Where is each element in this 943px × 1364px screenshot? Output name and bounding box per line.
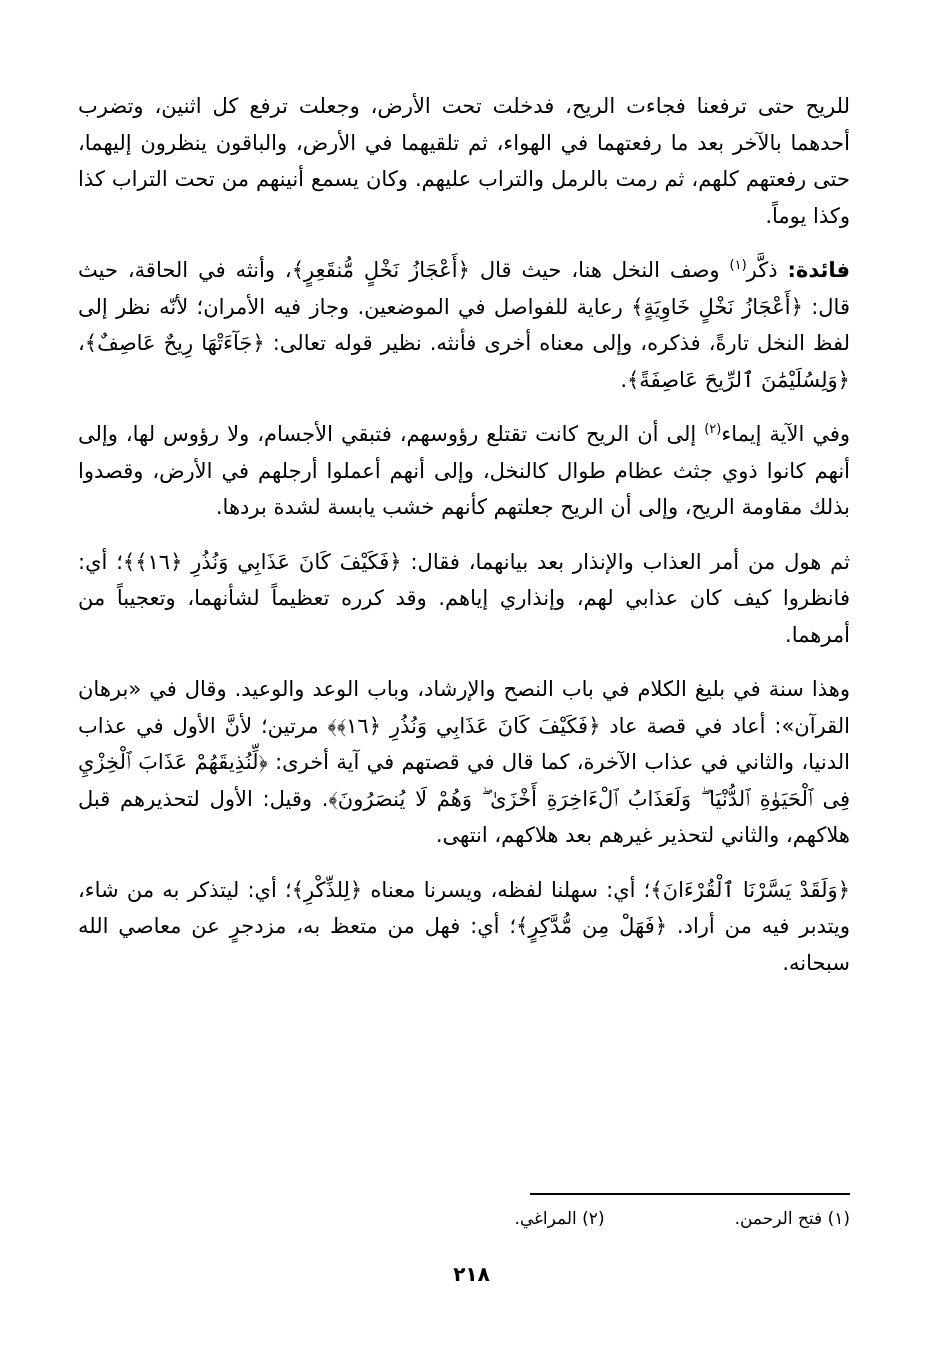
page-number: ٢١٨: [453, 1262, 490, 1286]
benefit-label: فائدة:: [787, 258, 850, 282]
paragraph-5: وهذا سنة في بليغ الكلام في باب النصح والإرشاد، وباب الوعد والوعيد. وقال في «برهان القرآن»: أعاد في قصة عاد ﴿فَكَيْفَ كَانَ عَذَابِي وَنُذُرِ ﴿١٦﴾﴾ مرتين؛ لأنَّ الأول في عذاب الدنيا، والثاني في عذاب الآخرة، كما قال في قصتهم في آية أخرى: ﴿لِّنُذِيقَهُمْ عَذَابَ ٱلْخِزْيِ فِى ٱلْحَيَوٰةِ ٱلدُّنْيَا ۖ وَلَعَذَابُ ٱلْءَاخِرَةِ أَخْزَىٰ ۖ وَهُمْ لَا يُنصَرُونَ﴾. وقيل: الأول لتحذيرهم قبل هلاكهم، والثاني لتحذير غيرهم بعد هلاكهم، انتهى.: [78, 677, 851, 847]
footnote-ref-1: (١): [729, 258, 747, 273]
paragraph-1: للريح حتى ترفعنا فجاءت الريح، فدخلت تحت الأرض، وجعلت ترفع كل اثنين، وتضرب أحدهما بالآخر بعد ما رفعتهما في الهواء، ثم تلقيهما في الأرض، والباقون ينظرون إليهما، حتى رفعتهم كلهم، ثم رمت بالرمل والتراب عليهم. وكان يسمع أنينهم من تحت التراب كذا وكذا يوماً.: [78, 94, 850, 228]
footnote-1: (١) فتح الرحمن.: [734, 1209, 850, 1229]
paragraph-2-text-a: ذكَّر: [746, 258, 788, 282]
page-body: [78, 88, 850, 981]
footnotes: [390, 1205, 850, 1233]
paragraph-3-text-a: وفي الآية إيماء: [721, 422, 850, 446]
paragraph-3-text-b: إلى أن الريح كانت تقتلع رؤوسهم، فتبقي الأجسام، ولا رؤوس لها، وإلى أنهم كانوا ذوي جثث عظام طوال كالنخل، وإلى أنهم أعملوا أرجلهم في الأرض، وقصدوا بذلك مقاومة الريح، وإلى أن الريح جعلتهم كأنهم خشب يابسة لشدة بردها.: [78, 422, 850, 519]
footnote-ref-2: (٢): [704, 422, 722, 437]
paragraph-2-text-b: وصف النخل هنا، حيث قال ﴿أَعْجَازُ نَخْلٍ مُّنقَعِرٍ﴾، وأنثه في الحاقة، حيث قال: ﴿أَعْجَازُ نَخْلٍ خَاوِيَةٍ﴾ رعاية للفواصل في الموضعين. وجاز فيه الأمران؛ لأنّه نظر إلى لفظ النخل تارةً، فذكره، وإلى معناه أخرى فأنثه. نظير قوله تعالى: ﴿جَآءَتْهَا رِيحٌ عَاصِفٌ﴾، ﴿وَلِسُلَيْمَٰنَ ٱلرِّيحَ عَاصِفَةً﴾.: [78, 258, 850, 392]
footnote-2: (٢) المراغي.: [514, 1209, 605, 1229]
paragraph-2: [78, 252, 850, 398]
paragraph-6: ﴿وَلَقَدْ يَسَّرْنَا ٱلْقُرْءَانَ﴾؛ أي: سهلنا لفظه، ويسرنا معناه ﴿لِلذِّكْرِ﴾؛ أي: ليتذكر به من شاء، ويتدبر فيه من أراد. ﴿فَهَلْ مِن مُّدَّكِرٍ﴾؛ أي: فهل من متعظ به، مزدجرٍ عن معاصي الله سبحانه.: [78, 877, 850, 975]
paragraph-3: [78, 416, 850, 526]
footnote-divider: [530, 1193, 850, 1195]
paragraph-4: ثم هول من أمر العذاب والإنذار بعد بيانهما، فقال: ﴿فَكَيْفَ كَانَ عَذَابِي وَنُذُرِ ﴿١٦﴾﴾؛ أي: فانظروا كيف كان عذابي لهم، وإنذاري إياهم. وقد كرره تعظيماً لشأنهما، وتعجيباً من أمرهما.: [78, 549, 850, 647]
